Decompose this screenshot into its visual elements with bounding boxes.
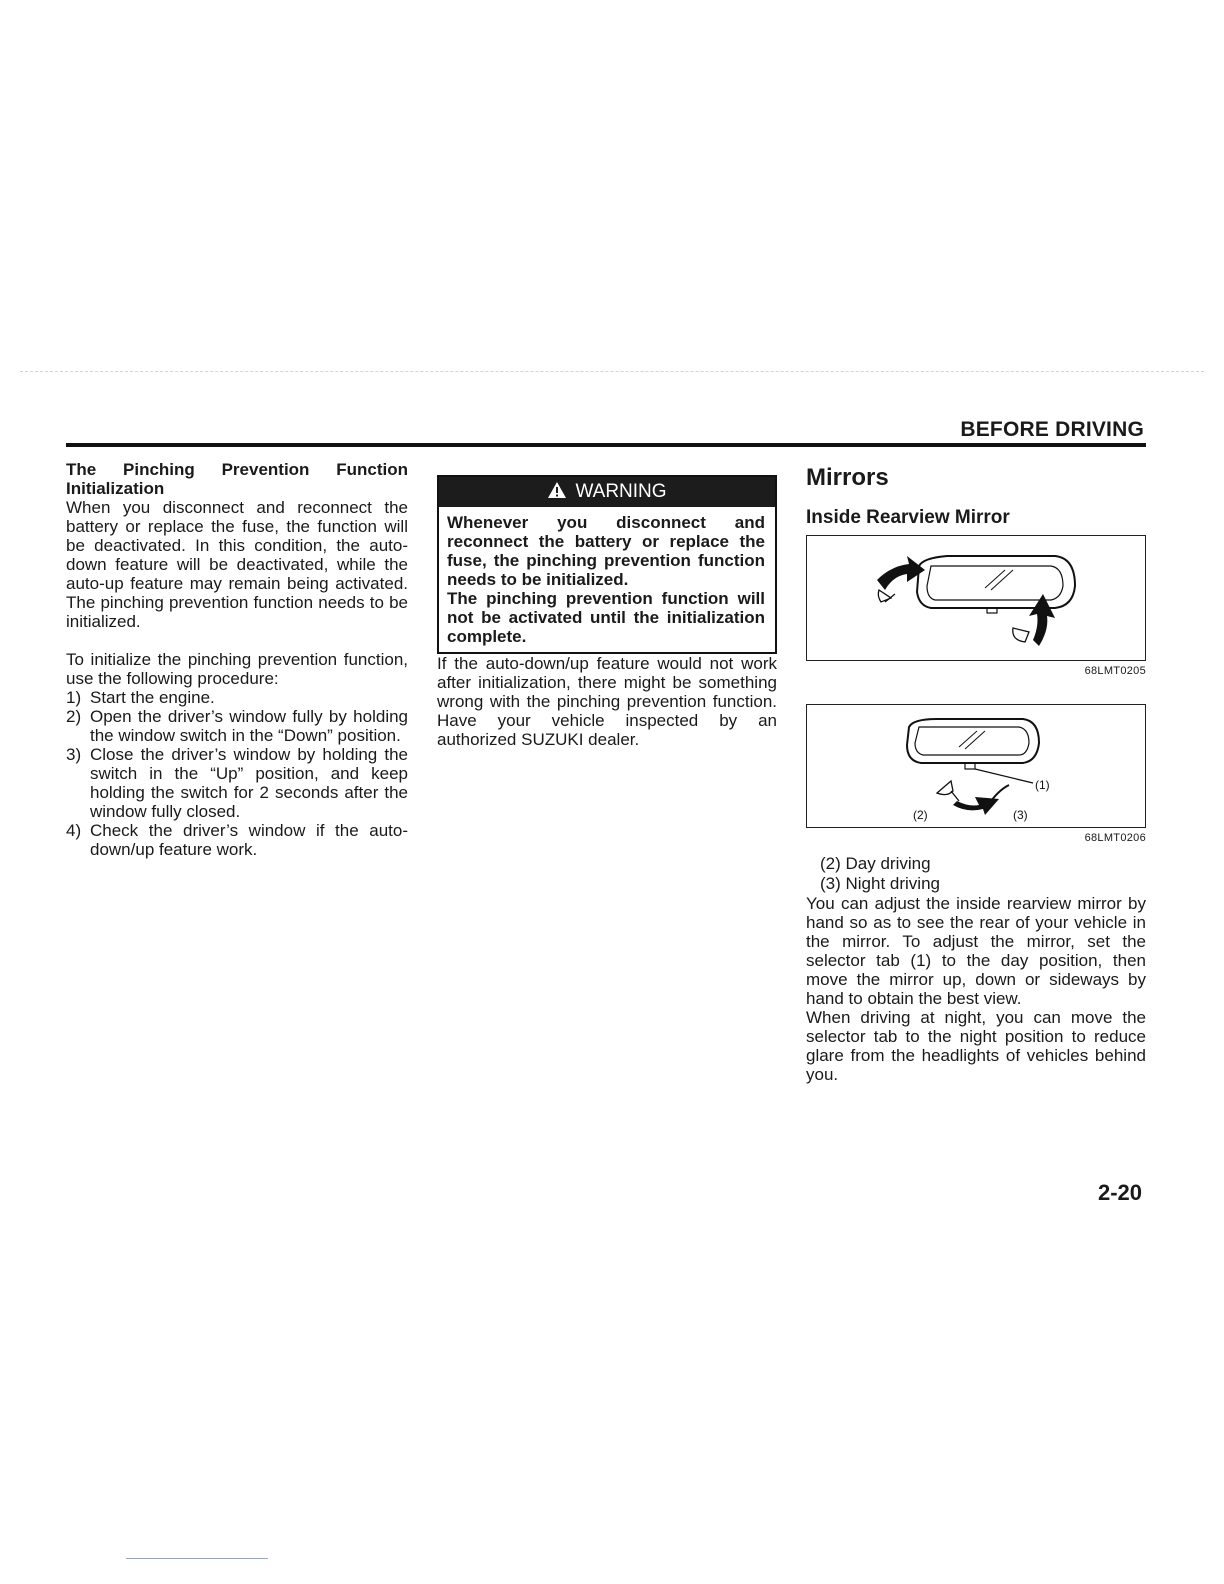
right-column xyxy=(806,460,1146,1084)
warning-text-2: The pinching prevention function will not be activated until the initialization complete. xyxy=(447,589,765,646)
body-paragraph: When driving at night, you can move the selector tab to the night position to reduce glare from the headlights of vehicles behind you. xyxy=(806,1008,1146,1084)
subsection-title: Inside Rearview Mirror xyxy=(806,507,1010,528)
scan-artifact-rule xyxy=(126,1558,268,1559)
legend-item: (3) Night driving xyxy=(820,874,940,893)
warning-triangle-icon xyxy=(547,481,567,499)
procedure-intro: To initialize the pinching prevention function, use the following procedure: xyxy=(66,650,408,688)
callout-label-1: (1) xyxy=(1035,778,1050,792)
list-item: 3) Close the driver’s window by holding the switch in the “Up” position, and keep holding the switch for 2 seconds after the window fully closed. xyxy=(66,745,408,821)
middle-column xyxy=(437,460,777,749)
warning-box xyxy=(437,475,777,654)
figure-code: 68LMT0205 xyxy=(1084,665,1146,677)
list-item: 2) Open the driver’s window fully by holding the window switch in the “Down” position. xyxy=(66,707,408,745)
warning-body xyxy=(439,507,775,652)
body-paragraph: You can adjust the inside rearview mirror by hand so as to see the rear of your vehicle in the mirror. To adjust the mirror, set the selector tab (1) to the day position, then move the mirror up, down or sideways by hand to obtain the best view. xyxy=(806,894,1146,1008)
page-title: Mirrors xyxy=(806,464,889,491)
page-number: 2-20 xyxy=(1097,1180,1142,1205)
header-rule xyxy=(66,443,1146,447)
left-column xyxy=(66,460,408,859)
warning-title: WARNING xyxy=(575,481,667,502)
mirror-adjust-illustration xyxy=(807,536,1145,660)
legend-item: (2) Day driving xyxy=(820,854,931,873)
selector-tab-illustration xyxy=(807,705,1145,827)
warning-header xyxy=(439,477,775,507)
section-heading: The Pinching Prevention Function Initialization xyxy=(66,460,408,498)
procedure-steps xyxy=(66,688,408,859)
list-item: 4) Check the driver’s window if the auto-down/up feature work. xyxy=(66,821,408,859)
intro-paragraph: When you disconnect and reconnect the battery or replace the fuse, the function will be deactivated. In this condition, the auto-down feature will be deactivated, while the auto-up feature may remain being activated. The pinching prevention function needs to be initialized. xyxy=(66,498,408,631)
figure-legend xyxy=(820,854,1146,894)
running-header: BEFORE DRIVING xyxy=(960,418,1144,441)
figure-code: 68LMT0206 xyxy=(1084,832,1146,844)
list-item: 1) Start the engine. xyxy=(66,688,215,707)
scan-artifact-line xyxy=(20,371,1204,372)
callout-label-3: (3) xyxy=(1013,808,1028,822)
figure-mirror-adjust xyxy=(806,535,1146,661)
callout-label-2: (2) xyxy=(913,808,928,822)
warning-text-1: Whenever you disconnect and reconnect the battery or replace the fuse, the pinching prevention function needs to be initialized. xyxy=(447,513,765,589)
note-paragraph: If the auto-down/up feature would not work after initialization, there might be something wrong with the pinching prevention function. Have your vehicle inspected by an authorized SUZUKI dealer. xyxy=(437,654,777,749)
figure-selector-tab xyxy=(806,704,1146,828)
